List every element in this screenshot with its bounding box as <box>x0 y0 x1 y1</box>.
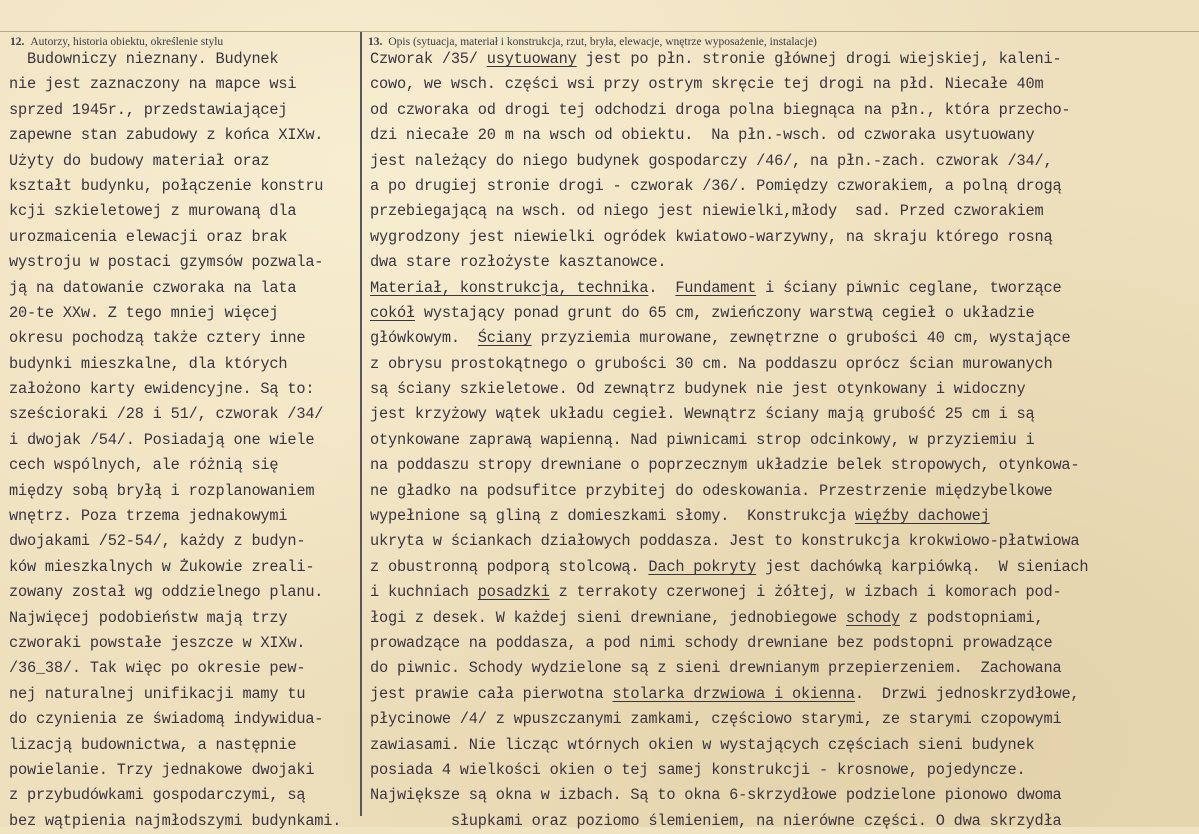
text-line: między sobą bryłą i rozplanowaniem <box>9 481 315 500</box>
text-line: i dwojak /54/. Posiadają one wiele <box>9 430 315 449</box>
text-segment: Największe są okna w izbach. Są to okna 6-skrzydłowe podzielone pionowo dwoma <box>370 786 1062 805</box>
text-segment: główkowym. <box>370 329 478 348</box>
text-segment: i ściany piwnic ceglane, tworzące <box>756 278 1062 297</box>
text-line: Budowniczy nieznany. Budynek <box>9 50 279 68</box>
text-line <box>370 656 1196 681</box>
text-line: 20-te XXw. Z tego mniej więcej <box>9 303 279 322</box>
text-segment: jest należący do niego budynek gospodarczy /46/, na płn.-zach. czworak /34/, <box>370 151 1053 170</box>
underlined-term: cokół <box>370 303 415 322</box>
text-line: cech wspólnych, ale różnią się <box>9 456 279 475</box>
text-line <box>370 555 1196 580</box>
text-line: powielanie. Trzy jednakowe dwojaki <box>9 760 315 779</box>
text-line: z przybudówkami gospodarczymi, są <box>9 786 306 805</box>
text-line: urozmaicenia elewacji oraz brak <box>9 227 288 246</box>
text-line <box>370 199 1196 224</box>
text-line <box>370 479 1196 504</box>
text-segment: . <box>648 278 676 297</box>
text-line <box>370 352 1196 377</box>
text-line: czworaki powstałe jeszcze w XIXw. <box>9 633 306 652</box>
text-segment: z podstopniami, <box>899 608 1044 627</box>
text-line: sprzed 1945r., przedstawiającej <box>9 100 288 119</box>
text-line <box>370 72 1196 97</box>
text-segment: z terrakoty czerwonej i żółtej, w izbach i komorach pod- <box>549 583 1062 602</box>
text-segment: są ściany szkieletowe. Od zewnątrz budynek nie jest otynkowany i widoczny <box>370 380 1026 399</box>
text-segment: przebiegającą na wsch. od niego jest niewielki,młody sad. Przed czworakiem <box>370 202 1044 221</box>
text-segment: . Drzwi jednoskrzydłowe, <box>854 684 1080 703</box>
text-segment: słupkami oraz poziomo ślemieniem, na nierówne części. O dwa skrzydła <box>370 811 1062 830</box>
text-segment: prowadzące na poddasza, a pod nimi schody drewniane bez podstopni prowadzące <box>370 633 1053 652</box>
text-segment: od czworaka od drogi tej odchodzi droga polna biegnąca na płn., która przecho- <box>370 100 1071 119</box>
text-segment: do piwnic. Schody wydzielone są z sieni drewnianym przepierzeniem. Zachowana <box>370 659 1062 678</box>
text-line: Użyty do budowy materiał oraz <box>9 151 270 170</box>
text-line: kcji szkieletowej z murowaną dla <box>9 202 297 221</box>
text-line: dwojakami /52-54/, każdy z budyn- <box>9 532 306 551</box>
text-line: nie jest zaznaczony na mapce wsi <box>9 75 297 94</box>
text-line: do czynienia ze świadomą indywidua- <box>9 710 324 729</box>
left-header-title: Autorzy, historia obiektu, określenie stylu <box>30 36 224 48</box>
text-segment: dwa stare rozłożyste kasztanowce. <box>370 253 667 272</box>
underlined-term: usytuowany <box>486 50 577 68</box>
underlined-term: Dach pokryty <box>648 557 757 576</box>
text-segment: zawiasami. Nie licząc wtórnych okien w wystających częściach sieni budynek <box>370 735 1035 754</box>
text-line: ją na datowanie czworaka na lata <box>9 278 297 297</box>
left-header-number: 12. <box>10 36 25 48</box>
text-segment: łogi z desek. W każdej sieni drewniane, jednobiegowe <box>370 608 846 627</box>
text-line <box>370 149 1196 174</box>
text-segment: z obustronną podporą stolcową. <box>370 557 649 576</box>
right-header-title: Opis (sytuacja, materiał i konstrukcja, rzut, bryła, elewacje, wnętrze wyposażenie, instalacje) <box>388 36 817 48</box>
text-line <box>370 98 1196 123</box>
text-segment: na poddaszu stropy drewniane o poprzecznym układzie belek stropowych, otynkowa- <box>370 456 1080 475</box>
text-line: założono karty ewidencyjne. Są to: <box>9 380 315 399</box>
text-segment: jest krzyżowy wątek układu cegieł. Wewnątrz ściany mają grubość 25 cm i są <box>370 405 1035 424</box>
underlined-term: więźby dachowej <box>854 507 990 526</box>
text-segment: jest prawie cała pierwotna <box>370 684 613 703</box>
description-text-column <box>370 47 1196 834</box>
text-line <box>370 276 1196 301</box>
text-line <box>370 402 1196 427</box>
text-segment: wystający ponad grunt do 65 cm, zwieńczony warstwą cegieł o układzie <box>414 303 1035 322</box>
text-line <box>370 428 1196 453</box>
text-line <box>370 47 1196 72</box>
underlined-term: posadzki <box>477 583 550 602</box>
text-line: bez wątpienia najmłodszymi budynkami. <box>9 811 342 830</box>
text-line <box>370 250 1196 275</box>
text-line <box>370 377 1196 402</box>
text-line <box>370 529 1196 554</box>
text-line <box>370 326 1196 351</box>
text-segment: i kuchniach <box>370 583 478 602</box>
text-segment: ne gładko na podsufitce przybitej do odeskowania. Przestrzenie międzybelkowe <box>370 481 1053 500</box>
text-segment: wygrodzony jest niewielki ogródek kwiatowo-warzywny, na skraju którego rosną <box>370 227 1053 246</box>
text-line <box>370 758 1196 783</box>
text-line <box>370 682 1196 707</box>
text-segment: Czworak /35/ <box>370 50 487 68</box>
text-line <box>370 809 1196 834</box>
text-line: lizacją budownictwa, a następnie <box>9 735 297 754</box>
text-segment: przyziemia murowane, zewnętrzne o grubości 40 cm, wystające <box>531 329 1071 348</box>
text-line: wystroju w postaci gzymsów pozwala- <box>9 253 324 272</box>
underlined-term: stolarka drzwiowa i okienna <box>612 684 855 703</box>
underlined-term: Materiał, konstrukcja, technika <box>370 278 649 297</box>
text-line: sześcioraki /28 i 51/, czworak /34/ <box>9 405 324 424</box>
text-line: wnętrz. Poza trzema jednakowymi <box>9 507 288 526</box>
right-header-number: 13. <box>368 36 383 48</box>
underlined-term: schody <box>845 608 900 627</box>
text-line: ków mieszkalnych w Żukowie zreali- <box>9 557 315 576</box>
text-line <box>370 733 1196 758</box>
text-line: kształt budynku, połączenie konstru <box>9 176 324 195</box>
text-line <box>370 225 1196 250</box>
text-line <box>370 783 1196 808</box>
text-line <box>370 707 1196 732</box>
text-segment: a po drugiej stronie drogi - czworak /36/. Pomiędzy czworakiem, a polną drogą <box>370 176 1062 195</box>
text-line: nej naturalnej unifikacji mamy tu <box>9 684 306 703</box>
top-rule <box>0 31 1199 32</box>
text-line <box>370 453 1196 478</box>
text-segment: dzi niecałe 20 m na wsch od obiektu. Na płn.-wsch. od czworaka usytuowany <box>370 126 1035 145</box>
text-segment: otynkowane zaprawą wapienną. Nad piwnicami strop odcinkowy, w przyziemiu i <box>370 430 1035 449</box>
text-line: zapewne stan zabudowy z końca XIXw. <box>9 126 324 145</box>
text-line: Najwięcej podobieństw mają trzy <box>9 608 288 627</box>
underlined-term: Ściany <box>477 329 532 348</box>
text-line <box>370 123 1196 148</box>
text-line <box>370 631 1196 656</box>
text-line: budynki mieszkalne, dla których <box>9 354 288 373</box>
text-line <box>370 606 1196 631</box>
history-text-column <box>9 47 367 834</box>
text-segment: posiada 4 wielkości okien o tej samej konstrukcji - krosnowe, pojedyncze. <box>370 760 1026 779</box>
text-line: /36_38/. Tak więc po okresie pew- <box>9 659 306 678</box>
text-line <box>370 174 1196 199</box>
text-segment: z obrysu prostokątnego o grubości 30 cm. Na poddaszu oprócz ścian murowanych <box>370 354 1053 373</box>
text-line <box>370 504 1196 529</box>
text-line: okresu pochodzą także cztery inne <box>9 329 306 348</box>
text-segment: ukryta w ściankach działowych poddasza. Jest to konstrukcja krokwiowo-płatwiowa <box>370 532 1080 551</box>
text-segment: cowo, we wsch. części wsi przy ostrym skręcie tej drogi na płd. Niecałe 40m <box>370 75 1044 94</box>
text-segment: jest po płn. stronie głównej drogi wiejskiej, kaleni- <box>576 50 1062 68</box>
text-line <box>370 580 1196 605</box>
text-line: zowany został wg oddzielnego planu. <box>9 583 324 602</box>
underlined-term: Fundament <box>675 278 757 297</box>
text-segment: jest dachówką karpiówką. W sieniach <box>756 557 1089 576</box>
text-segment: wypełnione są gliną z domieszkami słomy. Konstrukcja <box>370 507 855 526</box>
text-line <box>370 301 1196 326</box>
text-segment: płycinowe /4/ z wpuszczanymi zamkami, częściowo starymi, ze starymi czopowymi <box>370 710 1062 729</box>
